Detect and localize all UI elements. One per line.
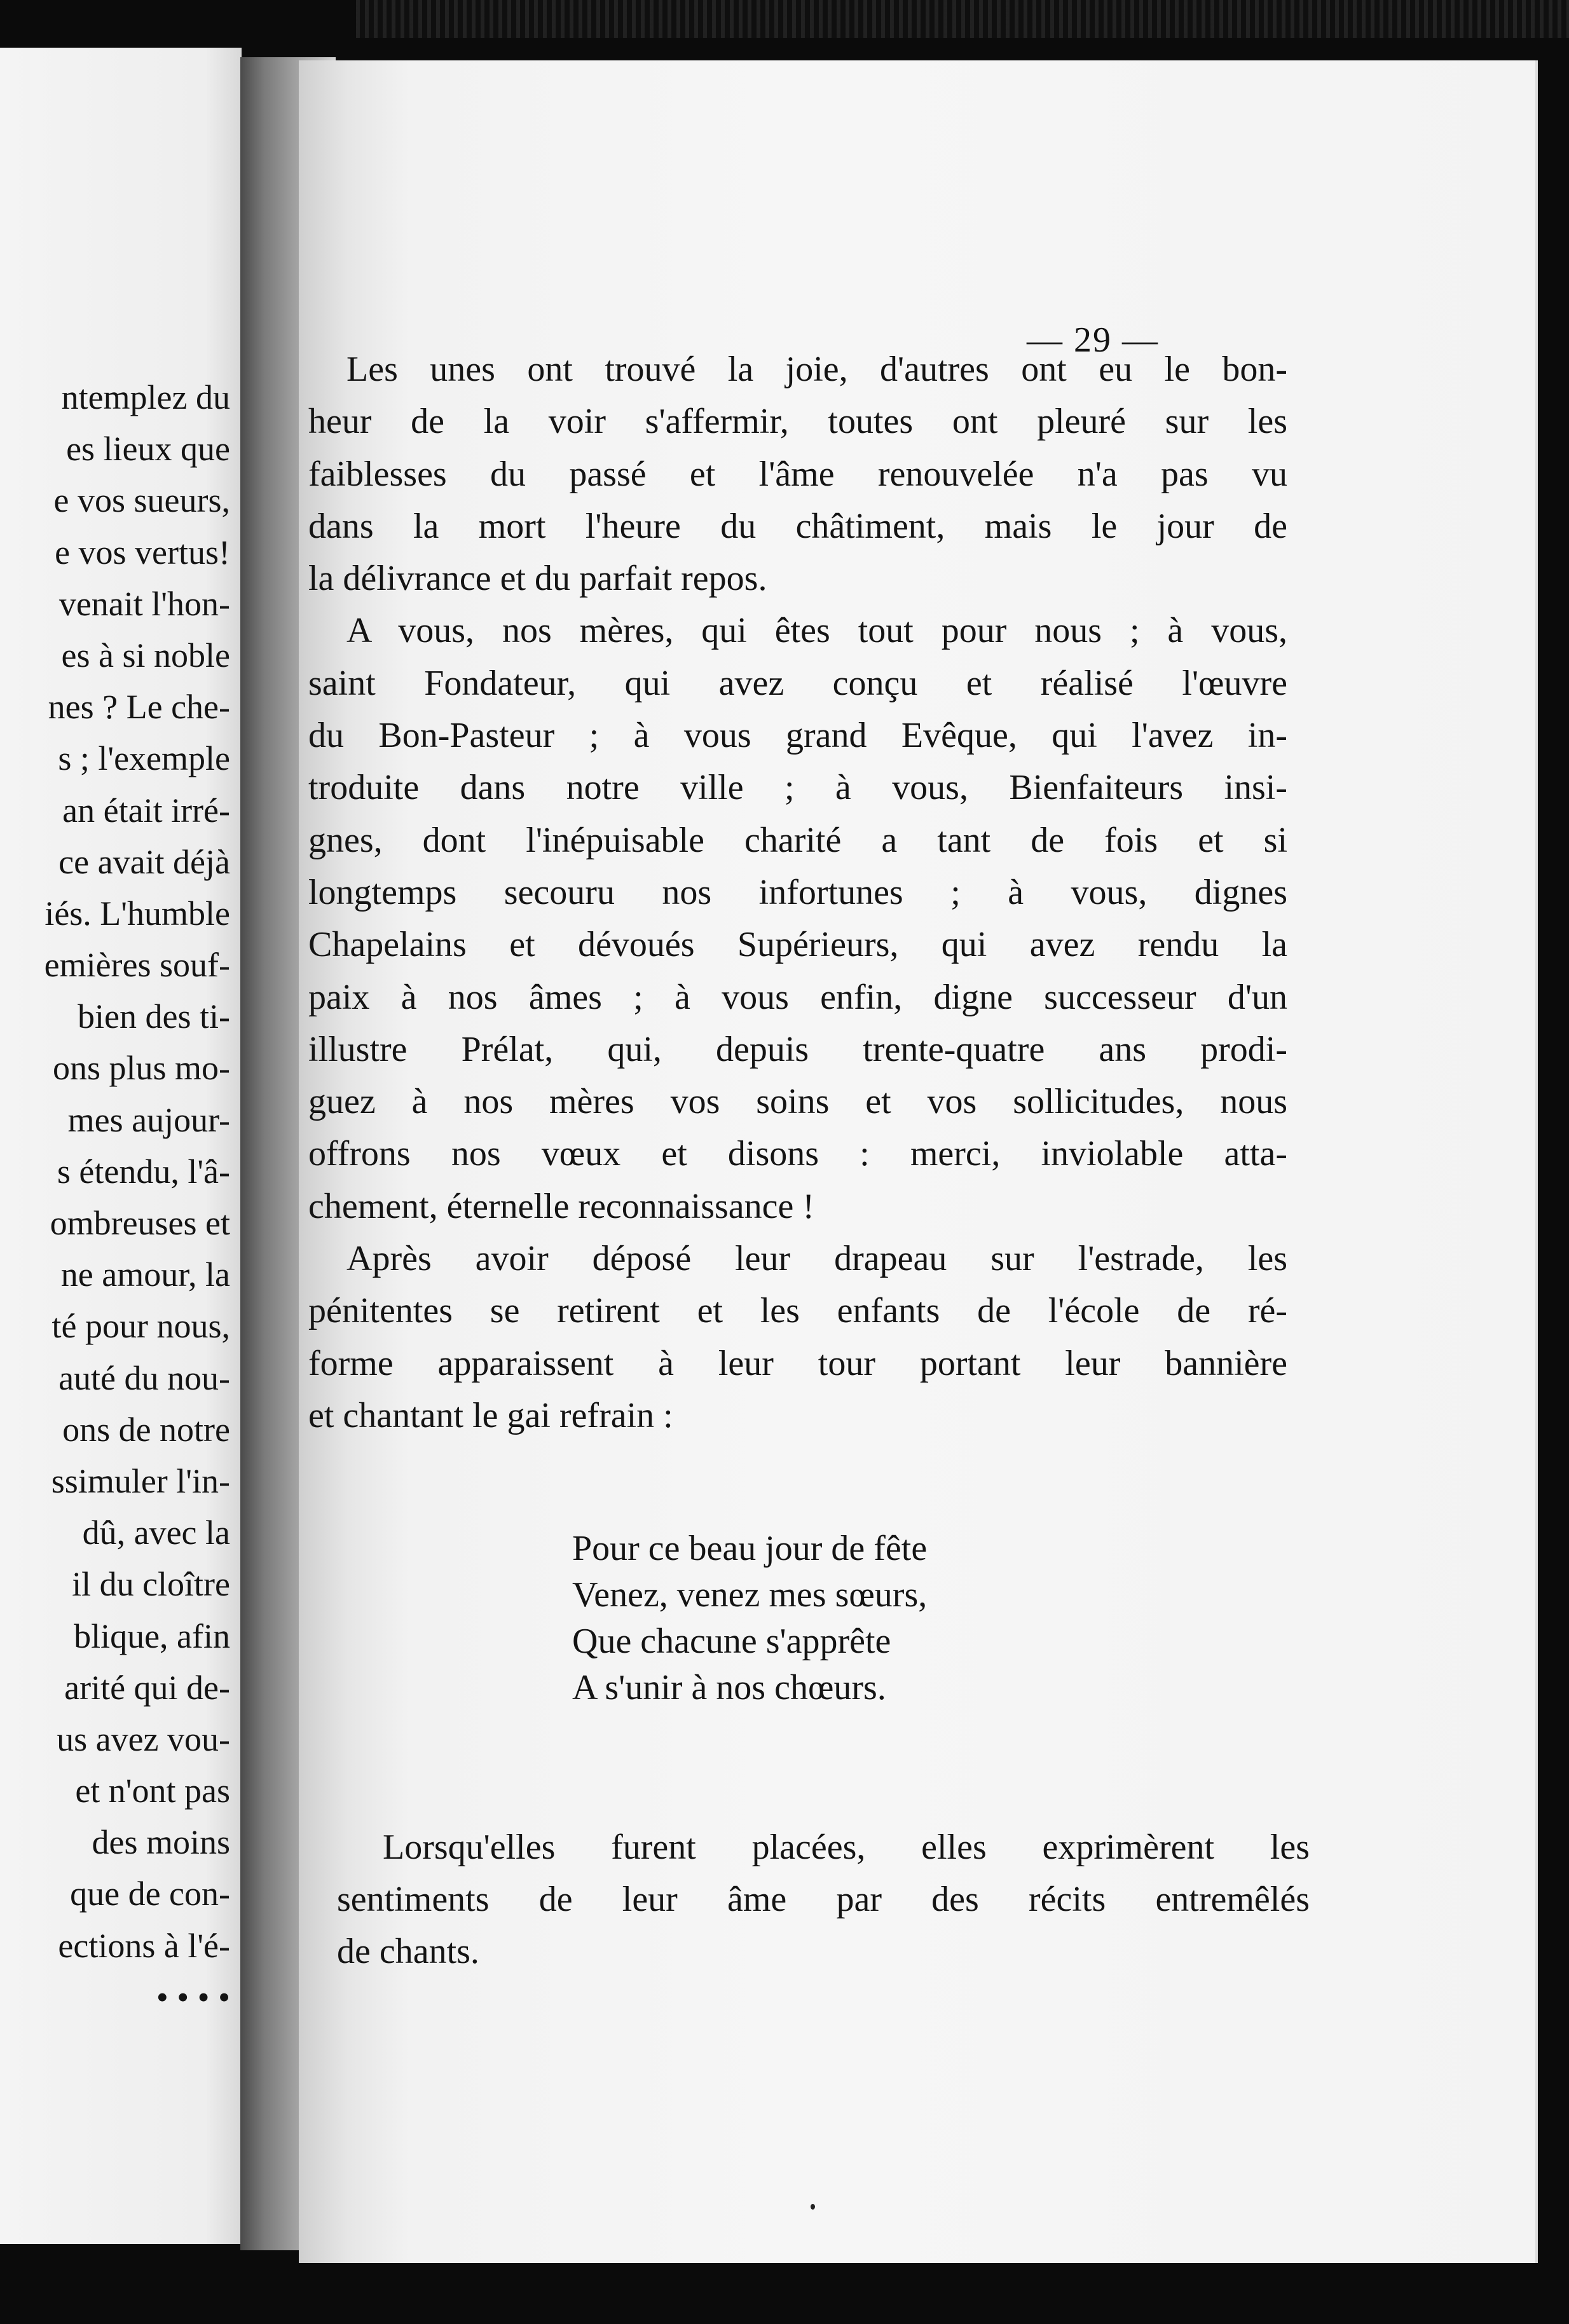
left-page-line: an était irré-	[62, 791, 230, 830]
left-page-line: blique, afin	[74, 1617, 230, 1655]
verse-line: A s'unir à nos chœurs.	[572, 1668, 886, 1707]
left-page-line: auté du nou-	[58, 1358, 230, 1397]
text-line: de chants.	[337, 1932, 479, 1971]
text-line: du Bon-Pasteur ; à vous grand Evêque, qui l'avez in-	[308, 716, 1287, 756]
left-page-line: s étendu, l'â-	[57, 1152, 230, 1191]
closing-paragraph	[337, 1821, 1310, 1978]
text-line: Lorsqu'elles furent placées, elles exprimèrent les	[383, 1828, 1310, 1867]
ink-speck	[811, 2204, 815, 2210]
body-paragraphs	[308, 343, 1287, 1442]
left-page-line: ntemplez du	[61, 378, 230, 416]
left-page-line: ons de notre	[62, 1410, 230, 1449]
left-page-line: bien des ti-	[78, 997, 230, 1036]
left-page-line: s ; l'exemple	[58, 739, 230, 778]
left-page-line: ombreuses et	[50, 1204, 230, 1242]
text-line: guez à nos mères vos soins et vos sollicitudes, nous	[308, 1082, 1287, 1122]
scan-top-edge	[356, 0, 1569, 38]
left-page-line: des moins	[92, 1823, 230, 1862]
left-page-line: iés. L'humble	[45, 894, 230, 933]
text-line: chement, éternelle reconnaissance !	[308, 1186, 815, 1226]
text-line: Les unes ont trouvé la joie, d'autres ont eu le bon-	[346, 350, 1287, 389]
left-page-line: ons plus mo-	[52, 1049, 230, 1088]
text-line: forme apparaissent à leur tour portant leur bannière	[308, 1343, 1287, 1383]
left-page-line: • • • •	[156, 1978, 230, 2016]
left-page-line: il du cloître	[72, 1565, 230, 1604]
verse-line: Venez, venez mes sœurs,	[572, 1575, 928, 1615]
left-page-line: dû, avec la	[82, 1514, 230, 1552]
text-line: Après avoir déposé leur drapeau sur l'estrade, les	[346, 1239, 1287, 1279]
left-page-line: nes ? Le che-	[48, 688, 230, 727]
left-page-line: ections à l'é-	[58, 1926, 230, 1965]
text-line: A vous, nos mères, qui êtes tout pour nous ; à vous,	[346, 611, 1287, 651]
text-line: faiblesses du passé et l'âme renouvelée n'a pas vu	[308, 454, 1287, 494]
left-page-fragment	[0, 48, 242, 2244]
left-page-line: e vos vertus!	[55, 533, 230, 571]
text-line: et chantant le gai refrain :	[308, 1395, 673, 1435]
text-line: dans la mort l'heure du châtiment, mais le jour de	[308, 506, 1287, 546]
left-page-line: e vos sueurs,	[53, 481, 230, 520]
text-line: gnes, dont l'inépuisable charité a tant de fois et si	[308, 820, 1287, 860]
left-page-line: té pour nous,	[51, 1307, 230, 1346]
text-line: illustre Prélat, qui, depuis trente-quatre ans prodi-	[308, 1029, 1287, 1069]
verse-line: Que chacune s'apprête	[572, 1622, 891, 1661]
left-page-line: es lieux que	[66, 430, 230, 468]
song-verse	[572, 1526, 927, 1711]
text-line: longtemps secouru nos infortunes ; à vous, dignes	[308, 872, 1287, 912]
text-line: Chapelains et dévoués Supérieurs, qui avez rendu la	[308, 925, 1287, 965]
text-line: sentiments de leur âme par des récits entremêlés	[337, 1880, 1310, 1919]
left-page-line: et n'ont pas	[75, 1772, 230, 1810]
left-page-line: arité qui de-	[64, 1668, 230, 1707]
left-page-line: ssimuler l'in-	[51, 1461, 230, 1500]
left-page-line: que de con-	[70, 1875, 230, 1913]
text-line: troduite dans notre ville ; à vous, Bienfaiteurs insi-	[308, 768, 1287, 808]
text-line: la délivrance et du parfait repos.	[308, 559, 767, 599]
text-line: saint Fondateur, qui avez conçu et réalisé l'œuvre	[308, 663, 1287, 703]
left-page-line: us avez vou-	[57, 1719, 230, 1758]
page-number: — 29 —	[1027, 320, 1159, 360]
text-line: heur de la voir s'affermir, toutes ont pleuré sur les	[308, 402, 1287, 442]
left-page-line: ne amour, la	[60, 1255, 230, 1294]
left-page-text	[45, 372, 230, 2023]
left-page-line: mes aujour-	[67, 1100, 230, 1139]
text-line: offrons nos vœux et disons : merci, inviolable atta-	[308, 1134, 1287, 1174]
left-page-line: es à si noble	[61, 636, 230, 674]
left-page-line: emières souf-	[44, 946, 230, 985]
left-page-line: venait l'hon-	[58, 584, 230, 623]
left-page-line: ce avait déjà	[58, 842, 230, 881]
text-line: pénitentes se retirent et les enfants de l'école de ré-	[308, 1291, 1287, 1331]
verse-line: Pour ce beau jour de fête	[572, 1529, 928, 1568]
text-line: paix à nos âmes ; à vous enfin, digne successeur d'un	[308, 977, 1287, 1017]
